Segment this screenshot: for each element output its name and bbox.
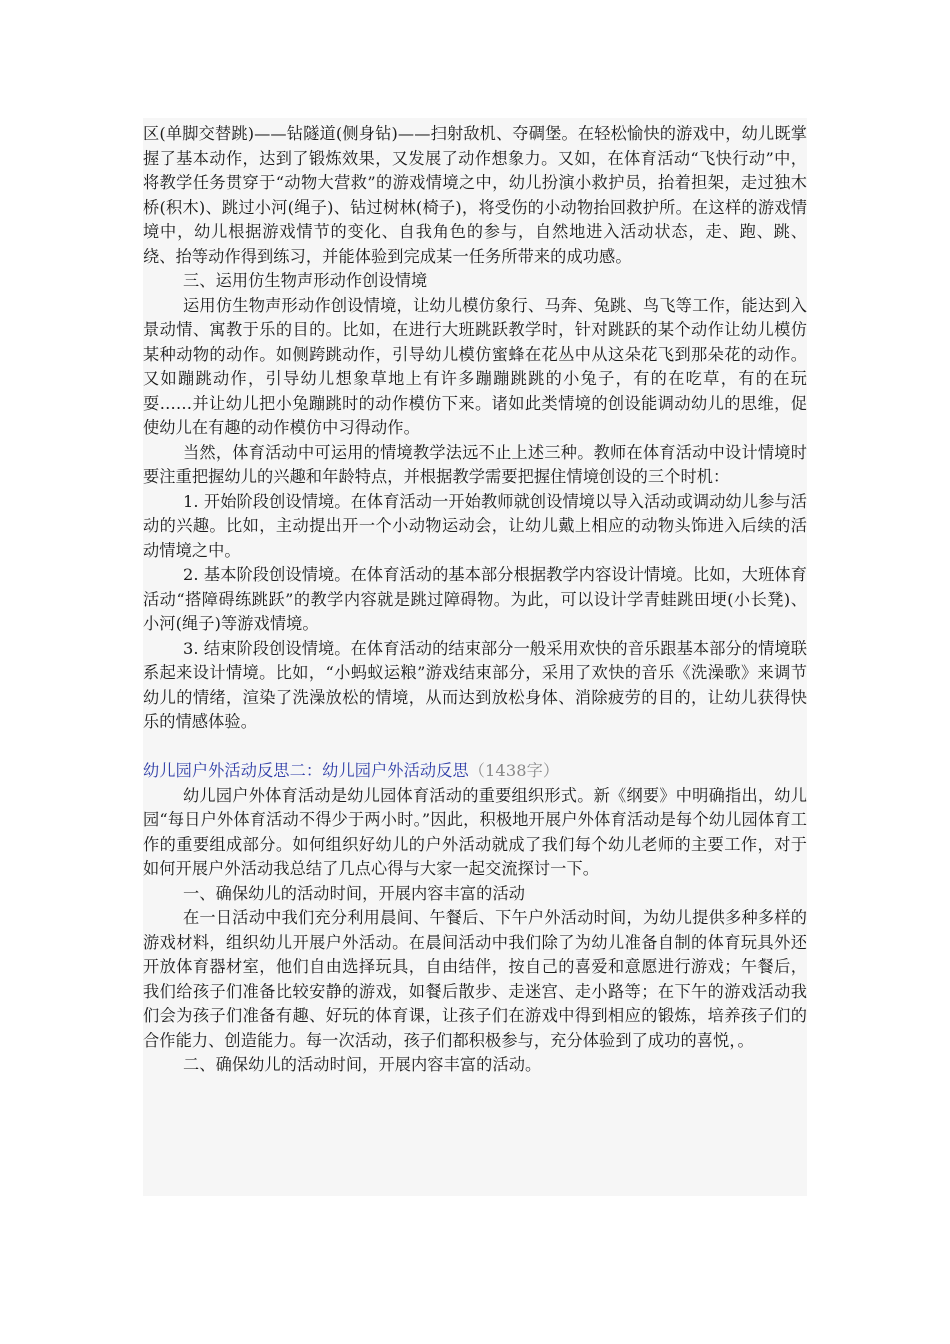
subheading: 一、确保幼儿的活动时间，开展内容丰富的活动 [183,883,526,903]
subheading: 三、运用仿生物声形动作创设情境 [183,271,428,290]
paragraph: 在一日活动中我们充分利用晨间、午餐后、下午户外活动时间，为幼儿提供多种多样的游戏材料，组织幼儿开展户外活动。在晨间活动中我们除了为幼儿准备自制的体育玩具外还开放体育器材室，他们自由选择玩具，自由结伴，按自己的喜爱和意愿进行游戏；午餐后，我们给孩子们准备比较安静的游戏，如餐后散步、走迷宫、走小路等；在下午的游戏活动我们会为孩子们准备有趣、好玩的体育课，让孩子们在游戏中得到相应的锻炼，培养孩子们的合作能力、创造能力。每一次活动，孩子们都积极参与，充分体验到了成功的喜悦，。 [143,908,807,1050]
list-item: 2. 基本阶段创设情境。在体育活动的基本部分根据教学内容设计情境。比如，大班体育活动“搭障碍练跳跃”的教学内容就是跳过障碍物。为此，可以设计学青蛙跳田埂(小长凳)、小河(绳子)等游戏情境。 [143,565,807,633]
section-title[interactable] [143,759,807,784]
article-body [143,118,807,1078]
paragraph: 区(单脚交替跳)——钻隧道(侧身钻)——扫射敌机、夺碉堡。在轻松愉快的游戏中，幼儿既掌握了基本动作，达到了锻炼效果，又发展了动作想象力。又如，在体育活动“飞快行动”中，将教学任务贯穿于“动物大营救”的游戏情境之中，幼儿扮演小救护员，抬着担架，走过独木桥(积木)、跳过小河(绳子)、钻过树林(椅子)，将受伤的小动物抬回救护所。在这样的游戏情境中，幼儿根据游戏情节的变化、自我角色的参与，自然地进入活动状态，走、跑、跳、绕、抬等动作得到练习，并能体验到完成某一任务所带来的成功感。 [143,124,807,266]
document-page [143,118,807,1196]
spacer [143,735,807,760]
list-item: 1. 开始阶段创设情境。在体育活动一开始教师就创设情境以导入活动或调动幼儿参与活动的兴趣。比如，主动提出开一个小动物运动会，让幼儿戴上相应的动物头饰进入后续的活动情境之中。 [143,491,807,560]
paragraph: 运用仿生物声形动作创设情境，让幼儿模仿象行、马奔、兔跳、鸟飞等工作，能达到入景动情、寓教于乐的目的。比如，在进行大班跳跃教学时，针对跳跃的某个动作让幼儿模仿某种动物的动作。如侧跨跳动作，引导幼儿模仿蜜蜂在花丛中从这朵花飞到那朵花的动作。又如蹦跳动作，引导幼儿想象草地上有许多蹦蹦跳跳的小兔子，有的在吃草，有的在玩耍……并让幼儿把小兔蹦跳时的动作模仿下来。诸如此类情境的创设能调动幼儿的思维，促使幼儿在有趣的动作模仿中习得动作。 [143,295,807,437]
section-title-text[interactable]: 幼儿园户外活动反思二：幼儿园户外活动反思 [143,761,469,780]
subheading: 二、确保幼儿的活动时间，开展内容丰富的活动。 [183,1055,542,1074]
word-count: （1438字） [468,761,560,780]
paragraph: 幼儿园户外体育活动是幼儿园体育活动的重要组织形式。新《纲要》中明确指出，幼儿园“每日户外体育活动不得少于两小时。”因此，积极地开展户外体育活动是每个幼儿园体育工作的重要组成部分。如何组织好幼儿的户外活动就成了我们每个幼儿老师的主要工作，对于如何开展户外活动我总结了几点心得与大家一起交流探讨一下。 [143,785,807,878]
list-item: 3. 结束阶段创设情境。在体育活动的结束部分一般采用欢快的音乐跟基本部分的情境联系起来设计情境。比如，“小蚂蚁运粮”游戏结束部分，采用了欢快的音乐《洗澡歌》来调节幼儿的情绪，渲染了洗澡放松的情境，从而达到放松身体、消除疲劳的目的，让幼儿获得快乐的情感体验。 [143,638,807,731]
paragraph: 当然，体育活动中可运用的情境教学法远不止上述三种。教师在体育活动中设计情境时要注重把握幼儿的兴趣和年龄特点，并根据教学需要把握住情境创设的三个时机： [143,442,807,486]
